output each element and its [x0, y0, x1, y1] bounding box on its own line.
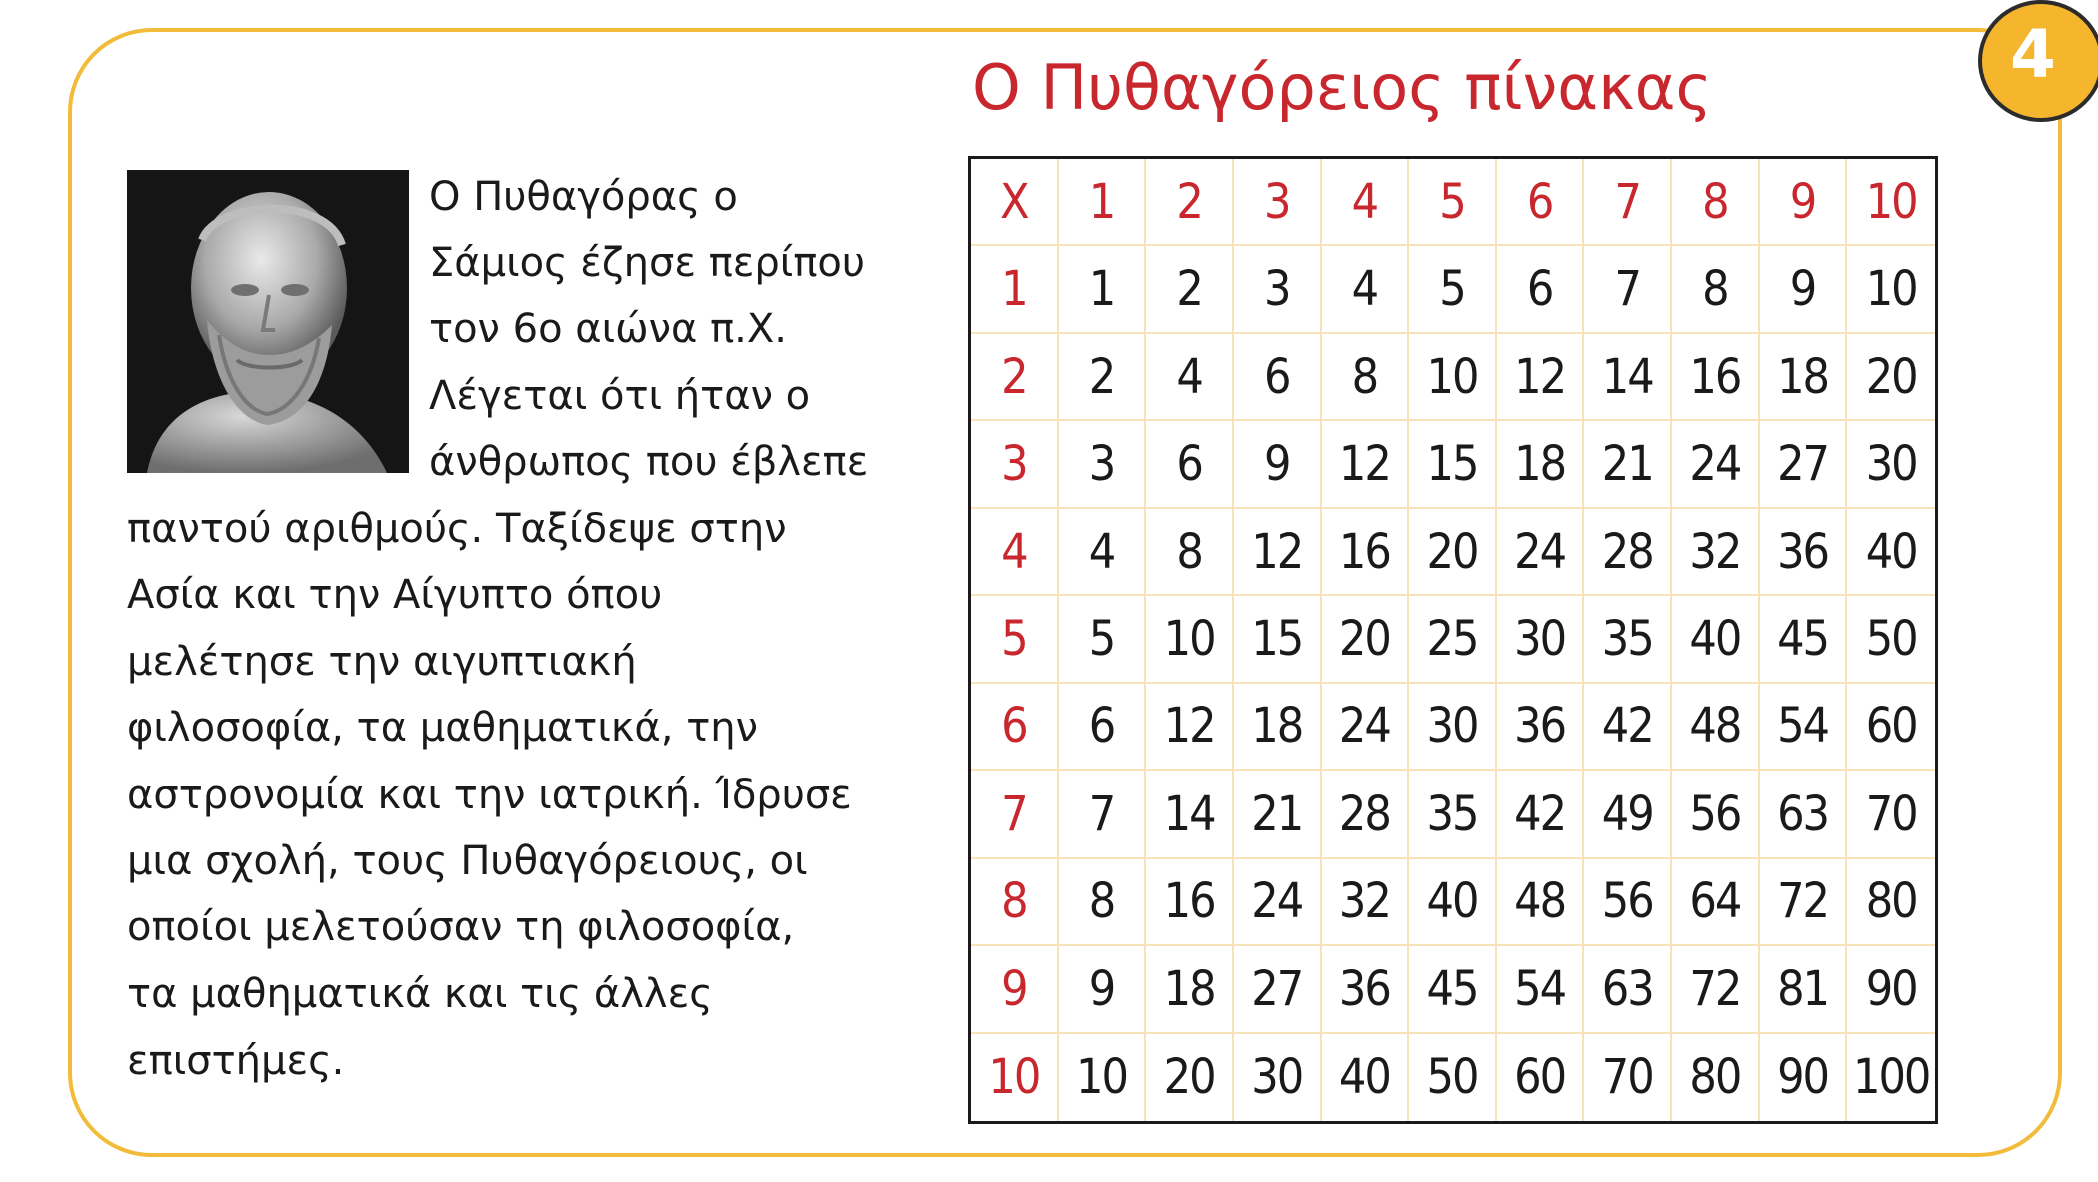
table-cell: 100 — [1852, 1049, 1930, 1106]
bust-image-icon — [127, 170, 409, 473]
table-cell: 36 — [1497, 684, 1585, 771]
table-cell: 42 — [1497, 771, 1585, 858]
table-cell: 36 — [1322, 946, 1410, 1033]
table-corner-label: X — [971, 159, 1059, 246]
table-cell: 30 — [1497, 596, 1585, 683]
table-cell: 40 — [1672, 596, 1760, 683]
table-cell: 3 — [1059, 421, 1147, 508]
table-cell: 24 — [1497, 509, 1585, 596]
table-cell: 14 — [1146, 771, 1234, 858]
table-cell: 6 — [1497, 246, 1585, 333]
table-cell: 28 — [1322, 771, 1410, 858]
table-cell: 1 — [1059, 246, 1147, 333]
table-cell: 5 — [1409, 246, 1497, 333]
bio-line: τον 6ο αιώνα π.Χ. — [429, 306, 787, 352]
row-header: 9 — [971, 946, 1059, 1033]
page-number: 4 — [2010, 16, 2056, 93]
table-cell: 4 — [1146, 334, 1234, 421]
table-cell: 15 — [1234, 596, 1322, 683]
page-title: Ο Πυθαγόρειος πίνακας — [972, 51, 1712, 124]
multiplication-grid — [971, 159, 1935, 1121]
table-cell: 24 — [1322, 684, 1410, 771]
table-cell: 30 — [1234, 1034, 1322, 1121]
row-header: 5 — [971, 596, 1059, 683]
table-cell: 8 — [1672, 246, 1760, 333]
table-cell: 35 — [1409, 771, 1497, 858]
table-cell: 10 — [1847, 246, 1935, 333]
table-cell: 64 — [1672, 859, 1760, 946]
page-number-badge — [1978, 0, 2098, 122]
table-cell: 21 — [1584, 421, 1672, 508]
table-cell: 21 — [1234, 771, 1322, 858]
table-cell: 90 — [1847, 946, 1935, 1033]
table-cell: 32 — [1672, 509, 1760, 596]
table-cell: 45 — [1760, 596, 1848, 683]
table-cell: 16 — [1146, 859, 1234, 946]
table-cell: 12 — [1497, 334, 1585, 421]
table-cell: 12 — [1322, 421, 1410, 508]
table-cell: 24 — [1234, 859, 1322, 946]
column-header: 3 — [1234, 159, 1322, 246]
table-cell: 7 — [1584, 246, 1672, 333]
table-cell: 6 — [1234, 334, 1322, 421]
table-cell: 9 — [1059, 946, 1147, 1033]
table-cell: 18 — [1760, 334, 1848, 421]
table-cell: 8 — [1059, 859, 1147, 946]
pythagoras-portrait — [127, 170, 409, 473]
column-header: 9 — [1760, 159, 1848, 246]
table-cell: 40 — [1409, 859, 1497, 946]
table-cell: 60 — [1847, 684, 1935, 771]
row-header: 6 — [971, 684, 1059, 771]
table-cell: 9 — [1234, 421, 1322, 508]
bio-line: Ο Πυθαγόρας ο — [429, 174, 738, 220]
table-cell: 10 — [1146, 596, 1234, 683]
table-cell: 60 — [1497, 1034, 1585, 1121]
row-header: 1 — [971, 246, 1059, 333]
bio-line: Λέγεται ότι ήταν ο — [429, 373, 811, 419]
table-cell: 24 — [1672, 421, 1760, 508]
column-header: 4 — [1322, 159, 1410, 246]
bio-line: μια σχολή, τους Πυθαγόρειους, οι — [127, 838, 808, 884]
table-cell: 4 — [1059, 509, 1147, 596]
table-cell: 70 — [1847, 771, 1935, 858]
table-cell: 50 — [1409, 1034, 1497, 1121]
row-header: 3 — [971, 421, 1059, 508]
table-cell: 54 — [1760, 684, 1848, 771]
bio-line: φιλοσοφία, τα μαθηματικά, την — [127, 705, 758, 751]
table-cell: 5 — [1059, 596, 1147, 683]
table-cell: 80 — [1847, 859, 1935, 946]
table-cell: 12 — [1234, 509, 1322, 596]
bio-line: παντού αριθμούς. Ταξίδεψε στην — [127, 506, 787, 552]
table-cell: 27 — [1760, 421, 1848, 508]
column-header: 6 — [1497, 159, 1585, 246]
column-header: 5 — [1409, 159, 1497, 246]
table-cell: 2 — [1146, 246, 1234, 333]
column-header: 10 — [1847, 159, 1935, 246]
row-header: 4 — [971, 509, 1059, 596]
table-cell: 4 — [1322, 246, 1410, 333]
table-cell: 14 — [1584, 334, 1672, 421]
table-cell: 6 — [1059, 684, 1147, 771]
bio-line: αστρονομία και την ιατρική. Ίδρυσε — [127, 772, 852, 818]
table-cell: 10 — [1059, 1034, 1147, 1121]
table-cell: 9 — [1760, 246, 1848, 333]
table-cell: 54 — [1497, 946, 1585, 1033]
row-header: 7 — [971, 771, 1059, 858]
table-cell: 15 — [1409, 421, 1497, 508]
table-cell: 42 — [1584, 684, 1672, 771]
bio-line: μελέτησε την αιγυπτιακή — [127, 639, 637, 685]
bio-line: τα μαθηματικά και τις άλλες — [127, 971, 713, 1017]
bio-line: άνθρωπος που έβλεπε — [429, 439, 869, 485]
table-cell: 3 — [1234, 246, 1322, 333]
table-cell: 49 — [1584, 771, 1672, 858]
table-cell: 30 — [1847, 421, 1935, 508]
column-header: 2 — [1146, 159, 1234, 246]
row-header: 8 — [971, 859, 1059, 946]
multiplication-table — [968, 156, 1938, 1124]
table-cell: 18 — [1497, 421, 1585, 508]
table-cell: 30 — [1409, 684, 1497, 771]
table-cell: 72 — [1760, 859, 1848, 946]
table-cell: 2 — [1059, 334, 1147, 421]
table-cell: 90 — [1760, 1034, 1848, 1121]
table-cell: 25 — [1409, 596, 1497, 683]
table-cell: 20 — [1322, 596, 1410, 683]
table-cell: 63 — [1584, 946, 1672, 1033]
table-cell: 81 — [1760, 946, 1848, 1033]
table-cell: 40 — [1847, 509, 1935, 596]
table-cell: 7 — [1059, 771, 1147, 858]
table-cell: 8 — [1146, 509, 1234, 596]
row-header: 2 — [971, 334, 1059, 421]
table-cell: 16 — [1672, 334, 1760, 421]
table-cell: 70 — [1584, 1034, 1672, 1121]
table-cell: 35 — [1584, 596, 1672, 683]
table-cell: 20 — [1847, 334, 1935, 421]
table-cell: 6 — [1146, 421, 1234, 508]
bio-line: επιστήμες. — [127, 1038, 345, 1084]
column-header: 8 — [1672, 159, 1760, 246]
table-cell: 48 — [1497, 859, 1585, 946]
table-cell: 48 — [1672, 684, 1760, 771]
table-cell: 27 — [1234, 946, 1322, 1033]
table-cell: 28 — [1584, 509, 1672, 596]
table-cell: 18 — [1146, 946, 1234, 1033]
table-cell: 8 — [1322, 334, 1410, 421]
table-cell: 50 — [1847, 596, 1935, 683]
table-cell: 10 — [1409, 334, 1497, 421]
table-cell: 16 — [1322, 509, 1410, 596]
bio-line: οποίοι μελετούσαν τη φιλοσοφία, — [127, 904, 795, 950]
bio-line: Ασία και την Αίγυπτο όπου — [127, 572, 663, 618]
table-cell: 63 — [1760, 771, 1848, 858]
column-header: 7 — [1584, 159, 1672, 246]
table-cell: 18 — [1234, 684, 1322, 771]
table-cell: 20 — [1146, 1034, 1234, 1121]
table-cell: 56 — [1672, 771, 1760, 858]
column-header: 1 — [1059, 159, 1147, 246]
table-cell: 40 — [1322, 1034, 1410, 1121]
table-cell: 12 — [1146, 684, 1234, 771]
bio-line: Σάμιος έζησε περίπου — [429, 240, 866, 286]
table-cell: 32 — [1322, 859, 1410, 946]
table-cell: 20 — [1409, 509, 1497, 596]
table-cell: 72 — [1672, 946, 1760, 1033]
row-header: 10 — [971, 1034, 1059, 1121]
table-cell: 56 — [1584, 859, 1672, 946]
table-cell: 80 — [1672, 1034, 1760, 1121]
table-cell: 36 — [1760, 509, 1848, 596]
table-cell: 45 — [1409, 946, 1497, 1033]
